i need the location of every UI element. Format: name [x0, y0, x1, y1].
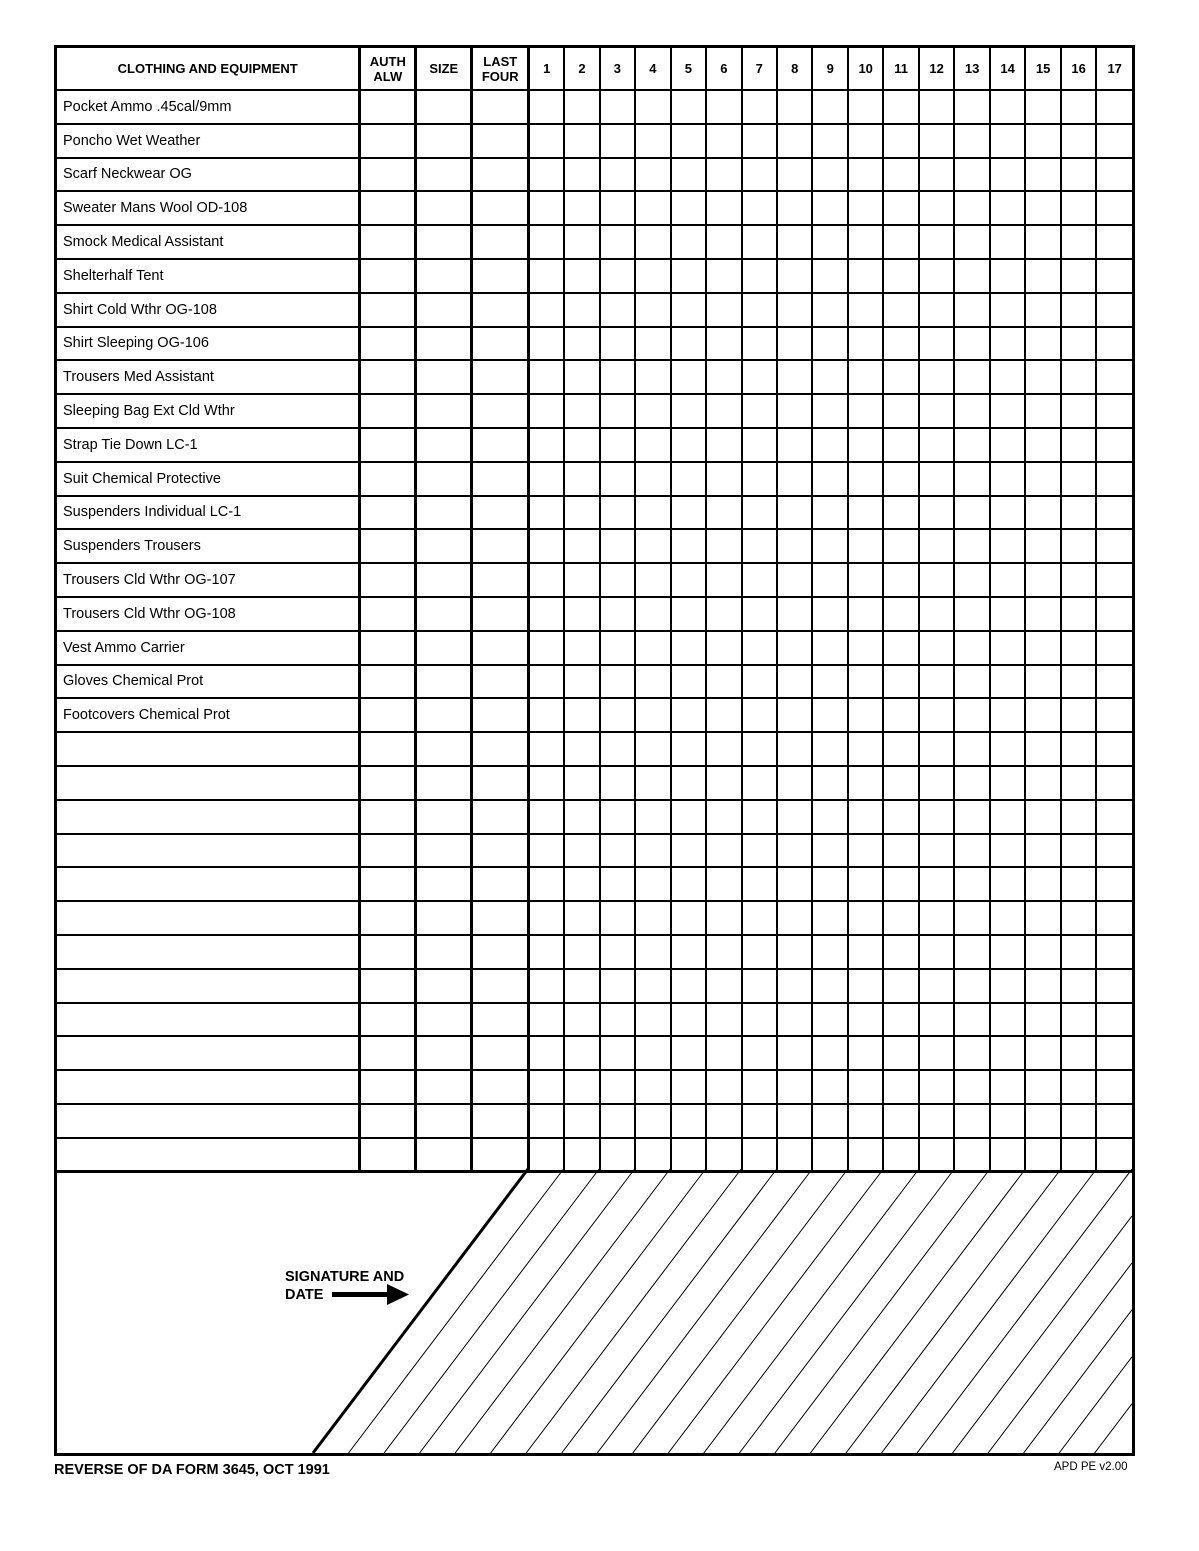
header-col-17: 17 — [1096, 48, 1132, 90]
hatch-line — [1095, 1404, 1132, 1453]
signature-hatch-area — [57, 48, 1132, 1453]
hatch-line — [1059, 1357, 1132, 1453]
header-col-10: 10 — [848, 48, 883, 90]
hatch-lines — [349, 1169, 1132, 1453]
header-clothing-equipment: CLOTHING AND EQUIPMENT — [57, 48, 360, 90]
hatch-line — [384, 1169, 599, 1453]
item-name-cell[interactable]: Trousers Cld Wthr OG-108 — [57, 597, 360, 631]
header-col-15: 15 — [1025, 48, 1060, 90]
item-name-cell[interactable]: Shelterhalf Tent — [57, 259, 360, 293]
header-col-12: 12 — [919, 48, 954, 90]
hatch-line — [1024, 1310, 1132, 1453]
hatch-line — [953, 1216, 1132, 1453]
signature-label-line2: DATE — [285, 1287, 324, 1303]
item-name-cell[interactable]: Shirt Cold Wthr OG-108 — [57, 293, 360, 327]
hatch-line — [455, 1169, 670, 1453]
header-col-8: 8 — [777, 48, 812, 90]
item-name-cell[interactable]: Vest Ammo Carrier — [57, 631, 360, 665]
form-version: APD PE v2.00 — [1054, 1461, 1128, 1473]
header-size: SIZE — [416, 48, 472, 90]
item-name-cell[interactable]: Suspenders Trousers — [57, 529, 360, 563]
hatch-line — [917, 1169, 1132, 1453]
header-col-16: 16 — [1061, 48, 1096, 90]
signature-date-label — [285, 1268, 404, 1304]
hatch-line — [526, 1169, 741, 1453]
header-col-1: 1 — [529, 48, 564, 90]
item-name-cell[interactable]: Strap Tie Down LC-1 — [57, 428, 360, 462]
header-col-13: 13 — [954, 48, 989, 90]
item-name-cell[interactable]: Gloves Chemical Prot — [57, 665, 360, 699]
item-name-cell[interactable]: Shirt Sleeping OG-106 — [57, 327, 360, 361]
signature-diagonal-border — [313, 1169, 528, 1453]
hatch-line — [597, 1169, 812, 1453]
hatch-line — [881, 1169, 1096, 1453]
header-col-11: 11 — [883, 48, 918, 90]
signature-label-line1: SIGNATURE AND — [285, 1269, 405, 1285]
item-name-cell[interactable]: Trousers Cld Wthr OG-107 — [57, 563, 360, 597]
item-name-cell[interactable]: Pocket Ammo .45cal/9mm — [57, 90, 360, 124]
hatch-line — [420, 1169, 635, 1453]
form-identifier: REVERSE OF DA FORM 3645, OCT 1991 — [54, 1462, 330, 1478]
item-name-cell[interactable]: Scarf Neckwear OG — [57, 158, 360, 192]
item-name-cell[interactable]: Trousers Med Assistant — [57, 360, 360, 394]
item-name-cell[interactable]: Footcovers Chemical Prot — [57, 698, 360, 732]
header-col-3: 3 — [600, 48, 635, 90]
hatch-line — [775, 1169, 990, 1453]
hatch-line — [562, 1169, 777, 1453]
item-name-cell[interactable]: Sweater Mans Wool OD-108 — [57, 191, 360, 225]
header-auth-line2: ALW — [373, 68, 403, 84]
header-col-2: 2 — [564, 48, 599, 90]
hatch-line — [846, 1169, 1061, 1453]
item-name-cell[interactable]: Smock Medical Assistant — [57, 225, 360, 259]
hatch-line — [810, 1169, 1025, 1453]
item-name-cell[interactable]: Sleeping Bag Ext Cld Wthr — [57, 394, 360, 428]
header-auth-line1: AUTH — [369, 53, 406, 69]
header-col-7: 7 — [742, 48, 777, 90]
item-name-cell[interactable]: Suit Chemical Protective — [57, 462, 360, 496]
item-name-cell[interactable]: Suspenders Individual LC-1 — [57, 496, 360, 530]
header-col-14: 14 — [990, 48, 1025, 90]
header-col-5: 5 — [671, 48, 706, 90]
hatch-line — [491, 1169, 706, 1453]
hatch-line — [668, 1169, 883, 1453]
item-name-cell[interactable]: Poncho Wet Weather — [57, 124, 360, 158]
hatch-line — [633, 1169, 848, 1453]
header-last-line2: FOUR — [481, 68, 519, 84]
hatch-line — [349, 1169, 564, 1453]
header-col-9: 9 — [812, 48, 847, 90]
header-last-line1: LAST — [483, 53, 518, 69]
hatch-line — [739, 1169, 954, 1453]
hatch-line — [988, 1263, 1132, 1453]
hatch-line — [704, 1169, 919, 1453]
header-col-6: 6 — [706, 48, 741, 90]
header-col-4: 4 — [635, 48, 670, 90]
clothing-equipment-form — [54, 45, 1135, 1456]
